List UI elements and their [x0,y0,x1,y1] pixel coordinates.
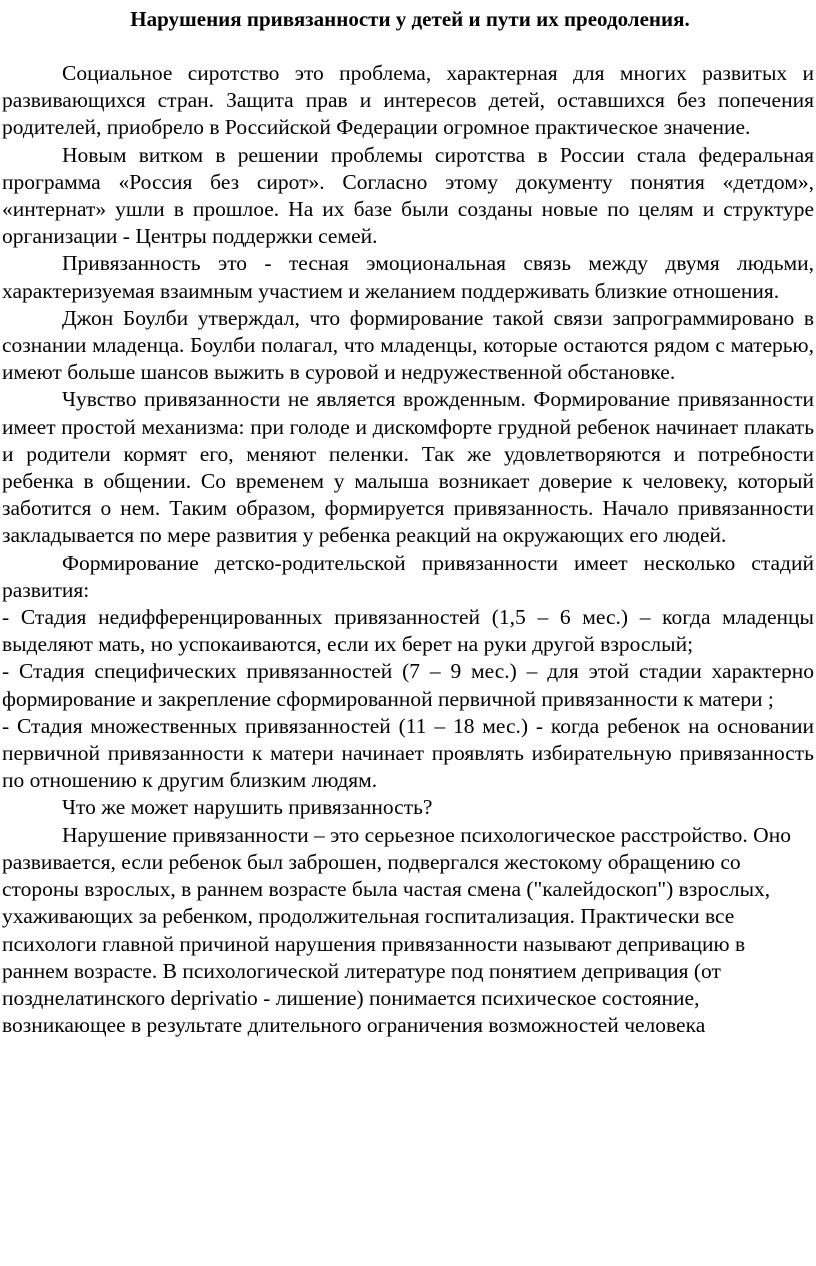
paragraph-question: Что же может нарушить привязанность? [62,795,433,820]
paragraph-attachment-definition: Привязанность это - тесная эмоциональная связь между двумя людьми, характеризуемая взаимным участием и желанием поддерживать близкие отношения. [2,251,814,303]
document-title: Нарушения привязанности у детей и пути их преодоления. [130,7,690,31]
paragraph-stages-intro: Формирование детско-родительской привязанности имеет несколько стадий развития: [2,550,814,602]
list-item-stage-specific: - Стадия специфических привязанностей (7 – 9 мес.) – для этой стадии характерно формирование и закрепление сформированной первичной привязанности к матери ; [2,659,814,711]
document-body [2,60,814,1039]
paragraph-attachment-formation: Чувство привязанности не является врожденным. Формирование привязанности имеет простой механизма: при голоде и дискомфорте грудной ребенок начинает плакать и родители кормят его, меняют пеленки. Так же удовлетворяются и потребности ребенка в общении. Со временем у малыша возникает доверие к человеку, который заботится о нем. Таким образом, формируется привязанность. Начало привязанности закладывается по мере развития у ребенка реакций на окружающих его людей. [2,387,814,548]
paragraph-attachment-disorder: Нарушение привязанности – это серьезное психологическое расстройство. Оно развивается, если ребенок был заброшен, подвергался жестокому обращению со стороны взрослых, в раннем возрасте была частая смена ("калейдоскоп") взрослых, ухаживающих за ребенком, продолжительная госпитализация. Практически все психологи главной причиной нарушения привязанности называют депривацию в раннем возрасте. В психологической литературе под понятием депривация (от позднелатинского deprivatio - лишение) понимается психическое состояние, возникающее в результате длительного ограничения возможностей человека [2,822,791,1038]
paragraph-social-orphanhood: Социальное сиротство это проблема, характерная для многих развитых и развивающихся стран. Защита прав и интересов детей, оставшихся без попечения родителей, приобрело в Российской Федерации огромное практическое значение. [2,61,814,140]
paragraph-bowlby: Джон Боулби утверждал, что формирование такой связи запрограммировано в сознании младенца. Боулби полагал, что младенцы, которые остаются рядом с матерью, имеют больше шансов выжить в суровой и недружественной обстановке. [2,305,814,385]
list-item-stage-multiple: - Стадия множественных привязанностей (11 – 18 мес.) - когда ребенок на основании первичной привязанности к матери начинает проявлять избирательную привязанность по отношению к другим близким людям. [2,713,814,793]
list-item-stage-undifferentiated: - Стадия недифференцированных привязанностей (1,5 – 6 мес.) – когда младенцы выделяют мать, но успокаиваются, если их берет на руки другой взрослый; [2,605,814,657]
paragraph-russia-without-orphans: Новым витком в решении проблемы сиротства в России стала федеральная программа «Россия без сирот». Согласно этому документу понятия «детдом», «интернат» ушли в прошлое. На их базе были созданы новые по целям и структуре организации - Центры поддержки семей. [2,142,814,249]
